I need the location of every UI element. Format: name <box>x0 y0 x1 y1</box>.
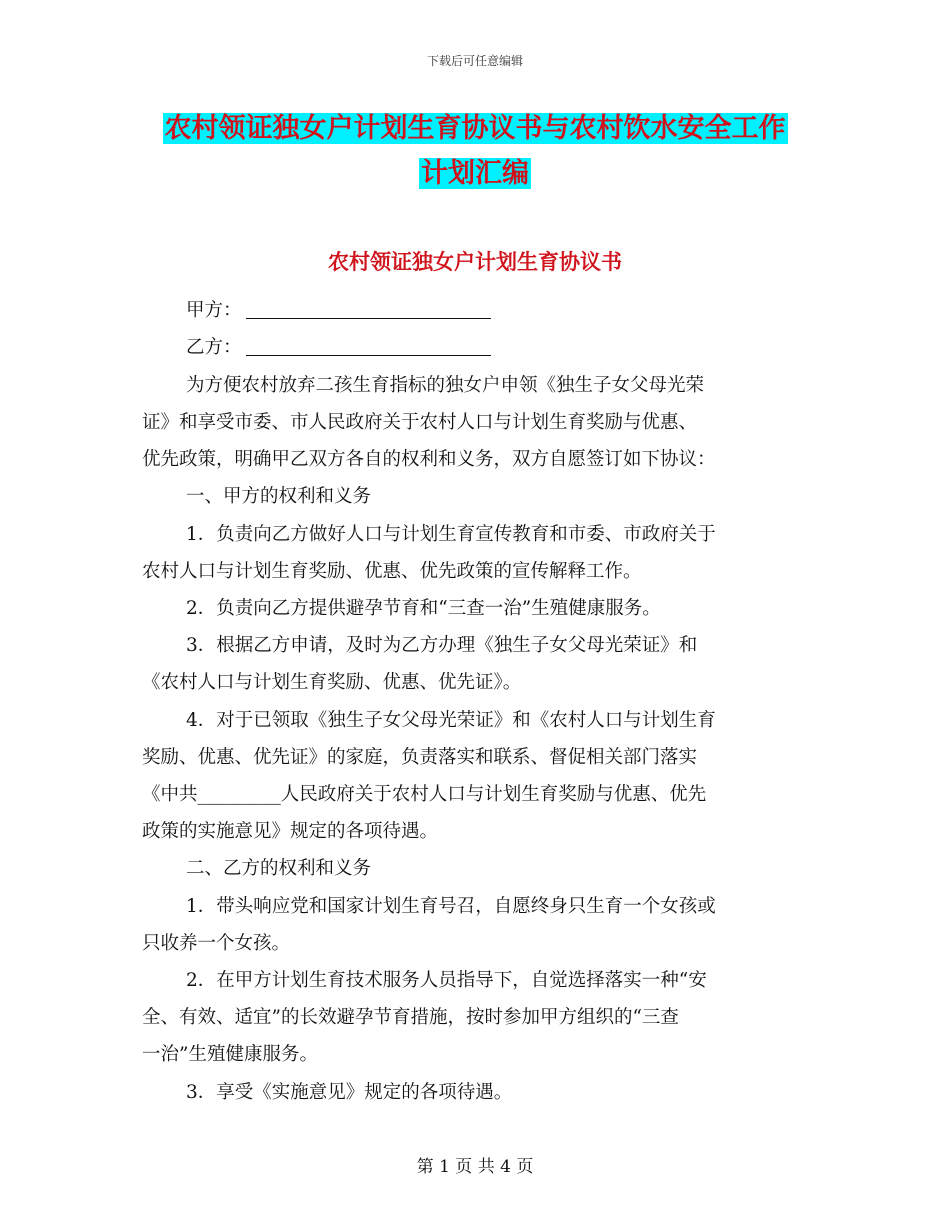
text-line: 《中共_________人民政府关于农村人口与计划生育奖励与优惠、优先 <box>142 784 707 805</box>
party-b-row <box>186 335 491 361</box>
text-line: 农村人口与计划生育奖励、优惠、优先政策的宣传解释工作。 <box>142 561 642 582</box>
text-line: 奖励、优惠、优先证》的家庭，负责落实和联系、督促相关部门落实 <box>142 747 698 768</box>
section-heading-a: 一、甲方的权利和义务 <box>186 486 372 507</box>
text-line: 政策的实施意见》规定的各项待遇。 <box>142 821 439 842</box>
text-line: 只收养一个女孩。 <box>142 933 291 954</box>
page-number-footer: 第 1 页 共 4 页 <box>416 1157 534 1177</box>
document-title: 农村领证独女户计划生育协议书 <box>328 250 622 274</box>
party-b-blank <box>246 337 491 356</box>
text-line: 3．享受《实施意见》规定的各项待遇。 <box>186 1082 513 1103</box>
main-title-line-2-text: 计划汇编 <box>421 158 529 189</box>
text-line: 优先政策，明确甲乙双方各自的权利和义务，双方自愿签订如下协议： <box>142 449 716 470</box>
header-note: 下载后可任意编辑 <box>426 54 523 68</box>
text-line: 4．对于已领取《独生子女父母光荣证》和《农村人口与计划生育 <box>186 710 716 731</box>
main-title-line-1 <box>0 110 950 148</box>
text-line: 3．根据乙方申请，及时为乙方办理《独生子女父母光荣证》和 <box>186 635 698 656</box>
party-a-label: 甲方： <box>186 300 242 321</box>
text-line: 一治”生殖健康服务。 <box>142 1044 318 1065</box>
text-line: 2．在甲方计划生育技术服务人员指导下，自觉选择落实一种“安 <box>186 970 707 991</box>
party-a-row <box>186 298 491 324</box>
main-title-line-1-text: 农村领证独女户计划生育协议书与农村饮水安全工作 <box>164 113 786 144</box>
text-line: 全、有效、适宜”的长效避孕节育措施，按时参加甲方组织的“三查 <box>142 1007 679 1028</box>
main-title-line-2 <box>0 155 950 193</box>
text-line: 《农村人口与计划生育奖励、优惠、优先证》。 <box>142 672 522 693</box>
text-line: 证》和享受市委、市人民政府关于农村人口与计划生育奖励与优惠、 <box>142 412 698 433</box>
party-a-blank <box>246 300 491 319</box>
text-line: 1．负责向乙方做好人口与计划生育宣传教育和市委、市政府关于 <box>186 524 716 545</box>
text-line: 1．带头响应党和国家计划生育号召，自愿终身只生育一个女孩或 <box>186 896 716 917</box>
section-heading-b: 二、乙方的权利和义务 <box>186 858 372 879</box>
text-line: 2．负责向乙方提供避孕节育和“三查一治”生殖健康服务。 <box>186 598 661 619</box>
party-b-label: 乙方： <box>186 337 242 358</box>
text-line: 为方便农村放弃二孩生育指标的独女户申领《独生子女父母光荣 <box>186 375 705 396</box>
